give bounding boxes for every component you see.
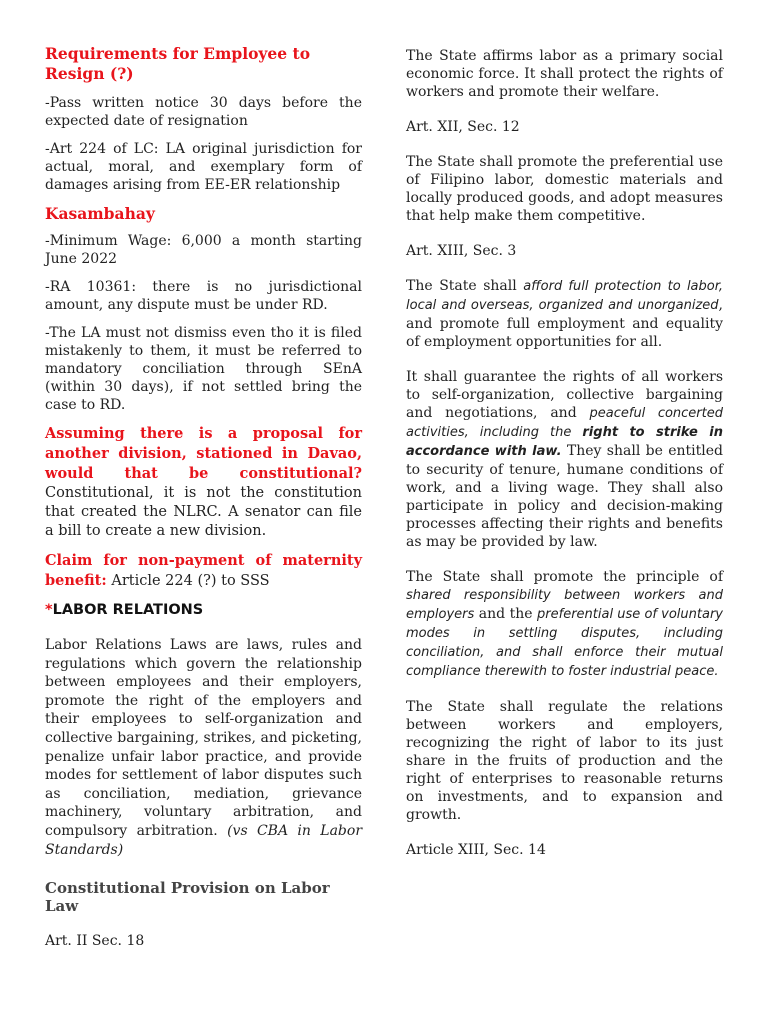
heading-kasambahay: Kasambahay (45, 204, 155, 223)
paragraph-resign-notice: -Pass written notice 30 days before the expected date of resignation (45, 95, 362, 129)
paragraph-la-dismiss: -The LA must not dismiss even tho it is filed mistakenly to them, it must be referred to mandatory conciliation through SEnA (within 30 days), if not settled bring the case to RD. (45, 325, 362, 413)
right-to-strike-emphasis: right to strike in accordance with law. (406, 425, 723, 459)
maternity-answer: Article 224 (?) to SSS (106, 573, 270, 589)
paragraph-filipino-labor: The State shall promote the preferential use of Filipino labor, domestic materials and locally produced goods, and adopt measures that help make them competitive. (406, 154, 723, 224)
heading-constitutional-provision: Constitutional Provision on Labor Law (45, 879, 330, 916)
labor-relations-title: LABOR RELATIONS (52, 602, 204, 618)
reference-art-ii-sec-18: Art. II Sec. 18 (45, 933, 145, 950)
paragraph-regulate-relations: The State shall regulate the relations between workers and employers, recognizing the right of labor to its just share in the fruits of production and the right of enterprises to reasonable returns on investments, and to expansion and growth. (406, 699, 723, 823)
paragraph-maternity (45, 551, 362, 591)
davao-answer: Constitutional, it is not the constitution that created the NLRC. A senator can file a bill to create a new division. (45, 485, 362, 539)
shared-responsibility-emphasis: shared responsibility between workers and employers (406, 588, 723, 622)
shared-responsibility-mid: and the (474, 606, 538, 622)
reference-article-xiii-sec-14: Article XIII, Sec. 14 (406, 842, 546, 858)
paragraph-labor-primary-force: The State affirms labor as a primary social economic force. It shall protect the rights of workers and promote their welfare. (406, 48, 723, 100)
paragraph-shared-responsibility (406, 568, 723, 681)
voluntary-modes-emphasis: preferential use of voluntary modes in settling disputes, including conciliation, and shall enforce their mutual compliance therewith to foster industrial peace. (406, 607, 723, 679)
paragraph-minimum-wage: -Minimum Wage: 6,000 a month starting June 2022 (45, 233, 362, 267)
right-column (406, 47, 723, 876)
paragraph-workers-rights (406, 368, 723, 551)
labor-relations-note: (vs CBA in Labor Standards) (45, 822, 363, 858)
maternity-question: Claim for non-payment of maternity benefit: (45, 552, 362, 589)
labor-relations-text: Labor Relations Laws are laws, rules and regulations which govern the relationship between employees and their employers, promote the right of the employers and their employees to self-organization and collective bargaining, strikes, and picketing, penalize unfair labor practice, and provide modes for settlement of labor disputes such as conciliation, mediation, grievance machinery, voluntary arbitration, and compulsory arbitration. (45, 637, 362, 839)
asterisk-marker: * (45, 602, 53, 618)
reference-art-xiii-sec-3: Art. XIII, Sec. 3 (406, 243, 517, 259)
heading-labor-relations (45, 601, 362, 619)
full-protection-emphasis: afford full protection to labor, local and overseas, organized and unorganized (406, 279, 724, 313)
full-protection-lead: The State shall (406, 278, 524, 294)
paragraph-art-224: -Art 224 of LC: LA original jurisdiction for actual, moral, and exemplary form of damages arising from EE-ER relationship (45, 141, 362, 193)
heading-resign: Requirements for Employee to Resign (?) (45, 44, 311, 83)
paragraph-full-protection (406, 277, 723, 351)
workers-rights-tail: They shall be entitled to security of tenure, humane conditions of work, and a living wage. They shall also participate in policy and decision-making processes affecting their rights and benefits as may be provided by law. (406, 443, 724, 550)
davao-question: Assuming there is a proposal for another division, stationed in Davao, would that be constitutional? (45, 425, 362, 482)
paragraph-labor-relations (45, 636, 362, 859)
full-protection-tail: , and promote full employment and equality of employment opportunities for all. (406, 297, 723, 350)
reference-art-xii-sec-12: Art. XII, Sec. 12 (406, 119, 520, 135)
concerted-activities-emphasis: peaceful concerted activities, including the (406, 406, 723, 440)
shared-responsibility-lead: The State shall promote the principle of (406, 569, 723, 585)
workers-rights-lead: It shall guarantee the rights of all workers to self-organization, collective bargaining and negotiations, and (406, 369, 723, 421)
left-column (45, 44, 362, 967)
paragraph-davao-question (45, 424, 362, 541)
paragraph-ra-10361: -RA 10361: there is no jurisdictional amount, any dispute must be under RD. (45, 279, 362, 313)
